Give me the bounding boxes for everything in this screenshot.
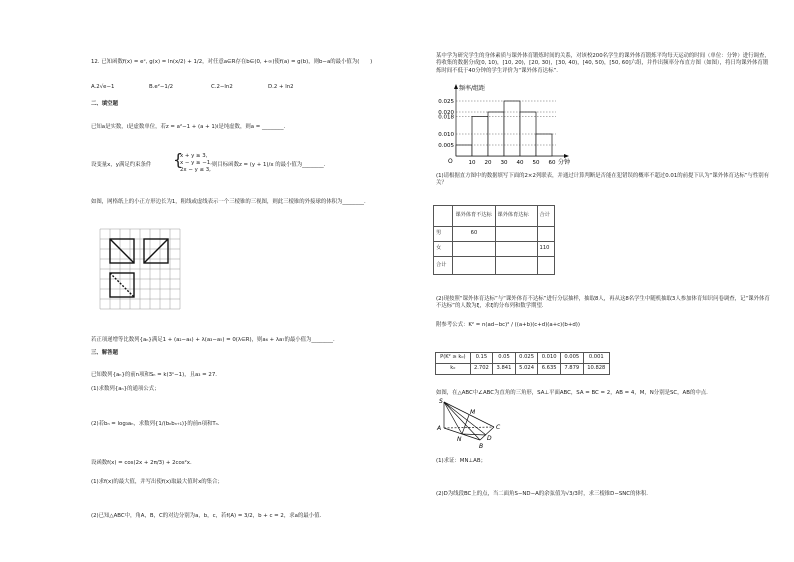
table-cell: 合计: [537, 206, 554, 227]
y-tick-label: 0.010: [438, 132, 454, 138]
reference-formula: 附参考公式：K² = n(ad−bc)² / ((a+b)(c+d)(a+c)(b+d)): [436, 322, 580, 328]
question-19-part-2: (2)现按照“课外体育达标”与“课外体育不达标”进行分层抽样，抽取8人，再从这8名学生中随机抽取3人参加体育知识问卷调查，记“课外体育不达标”的人数为ξ，求ξ的分布列和数学期望.: [436, 296, 770, 310]
question-19-part-1: (1)请根据直方图中的数据填写下面的2×2列联表，并通过计算判断是否能在犯错误的概率不超过0.01的前提下认为“课外体育达标”与性别有关？: [436, 173, 770, 187]
question-19-intro: 某中学为研究学生的身体素质与课外体育锻炼时间的关系，对该校200名学生的课外体育锻炼平均每天运动的时间（单位：分钟）进行调查，将收集的数据分成[0, 10)，[10, 20)，[20, 30)，[30, 40)，[40, 50)，[50, 60]六组，并作出频率分布直方图（如图），将日均课外体育锻炼时间不低于40分钟的学生评价为“课外体育达标”.: [436, 53, 770, 74]
table-row: [434, 257, 555, 275]
q12-option-a: A.2√e−1: [91, 84, 115, 90]
q14-constraint-3: 2x − y ≤ 3,: [180, 167, 211, 173]
table-cell: 课外体育达标: [495, 206, 537, 227]
segment-MN: [462, 415, 469, 434]
table-cell: 0.010: [538, 353, 561, 364]
table-cell: 课外体育不达标: [453, 206, 495, 227]
question-20-intro: 如图，在△ABC中∠ABC为直角的三角形，SA⊥平面ABC，SA = BC = 2，AB = 4，M，N分别是SC，AB的中点.: [436, 390, 708, 396]
table-cell: [537, 257, 554, 275]
vertex-label-C: C: [496, 424, 501, 431]
table-cell: 7.879: [560, 364, 583, 375]
question-13: 已知a是实数，i是虚数单位，若z = a²−1 + (a + 1)i是纯虚数，则a = ________.: [91, 124, 286, 130]
question-14-prefix: 设变量x，y满足约束条件: [91, 162, 152, 168]
q12-option-b: B.e²−1/2: [149, 84, 174, 90]
histogram-bar: [504, 101, 520, 156]
x-tick-label: 40: [516, 160, 524, 166]
table-cell: 0.005: [560, 353, 583, 364]
top-view: [110, 273, 134, 297]
table-cell: [537, 227, 554, 242]
question-12: 12. 已知函数f(x) = eˣ, g(x) = ln(x/2) + 1/2，对任意a∈R存在b∈(0, +∞)使f(a) = g(b)，则b−a的最小值为( ): [91, 59, 373, 65]
vertex-label-B: B: [479, 443, 484, 450]
table-cell: [495, 242, 537, 257]
edge-AC: [444, 427, 494, 428]
q14-constraint-1: x + y ≥ 3,: [180, 153, 208, 159]
table-cell: 女: [434, 242, 453, 257]
table-cell: 合计: [434, 257, 453, 275]
table-cell: 10.828: [583, 364, 609, 375]
x-tick-label: 60: [548, 160, 556, 166]
question-16: 若正项递增等比数列{aₙ}满足1 + (a₂−a₄) + λ(a₃−a₅) = 0(λ∈R)，则a₆ + λa₇的最小值为________.: [91, 337, 335, 343]
vertex-label-A: A: [437, 425, 442, 432]
section-2-heading: 二、填空题: [91, 101, 118, 107]
question-20-part-1: (1)求证：MN⊥AB；: [436, 458, 486, 464]
table-cell: 2.702: [470, 364, 493, 375]
table-cell: [453, 242, 495, 257]
critical-value-table: [435, 352, 610, 375]
table-row: [436, 353, 610, 364]
question-18-part-1: (1)求f(x)的最大值，并写出使f(x)取最大值时x的集合；: [91, 479, 223, 485]
table-cell: 0.05: [493, 353, 516, 364]
q12-option-c: C.2−ln2: [211, 84, 233, 90]
table-cell: 6.635: [538, 364, 561, 375]
vertex-label-N: N: [457, 436, 462, 443]
q12-option-d: D.2 + ln2: [268, 84, 294, 90]
question-14-suffix: 则目标函数z = (y + 1)/x 的最小值为________.: [212, 162, 326, 168]
table-row: [434, 206, 555, 227]
table-cell: 110: [537, 242, 554, 257]
x-tick-label: 20: [484, 160, 492, 166]
y-tick-label: 0.005: [438, 143, 454, 149]
histogram-bar: [472, 116, 488, 156]
table-cell: 0.001: [583, 353, 609, 364]
y-tick-label: 0.025: [438, 99, 454, 105]
question-17-part-1: (1)求数列{aₙ}的通项公式；: [91, 386, 160, 392]
three-view-grid-figure: [96, 225, 184, 313]
y-axis-label: 频率/组距: [459, 85, 486, 92]
section-3-heading: 三、解答题: [91, 350, 118, 356]
question-17-part-2: (2)若bₙ = log₃aₙ，求数列{1/(bₙbₙ₊₁)}的前n项和Tₙ.: [91, 421, 220, 427]
table-cell: 60: [453, 227, 495, 242]
question-18-part-2: (2)已知△ABC中，角A，B，C的对边分别为a，b，c，若f(A) = 3/2，b + c = 2，求a的最小值.: [91, 513, 322, 519]
table-cell: [434, 206, 453, 227]
vertex-label-D: D: [487, 435, 492, 442]
histogram-bar: [456, 145, 472, 156]
frequency-histogram: [428, 82, 588, 170]
pyramid-figure: [436, 398, 508, 450]
vertex-label-S: S: [439, 398, 443, 405]
x-axis-label: 分钟: [558, 159, 571, 166]
x-tick-label: 10: [468, 160, 476, 166]
contingency-table: [433, 205, 555, 275]
table-row: [434, 242, 555, 257]
x-tick-label: 30: [500, 160, 508, 166]
table-cell: [495, 257, 537, 275]
q14-constraint-2: x − y ≥ −1,: [180, 160, 212, 166]
edge-SC: [444, 402, 494, 427]
q14-brace: {: [173, 150, 184, 169]
question-17-intro: 已知数列{aₙ}的前n项和Sₙ = k(3ⁿ−1)，且a₃ = 27.: [91, 372, 217, 378]
y-axis-arrow: [454, 84, 458, 89]
question-15: 如图，网格纸上的小正方形边长为1，粗线或虚线表示一个三棱锥的三视图，则此三棱锥的外接球的体积为________.: [91, 199, 366, 205]
front-view: [110, 239, 134, 263]
origin-label: O: [448, 158, 453, 165]
table-cell: [453, 257, 495, 275]
table-cell: P(K² ≥ k₀): [436, 353, 471, 364]
table-cell: 0.025: [515, 353, 538, 364]
table-row: [436, 364, 610, 375]
table-cell: 男: [434, 227, 453, 242]
y-tick-label: 0.018: [438, 114, 454, 121]
question-20-part-2: (2)D为线段BC上的点，当二面角S−ND−A的余弦值为√3/3时，求三棱锥D−SNC的体积.: [436, 491, 648, 497]
vertex-label-M: M: [470, 409, 476, 416]
y-tick-label: 0.020: [438, 110, 454, 116]
table-cell: 3.841: [493, 364, 516, 375]
table-row: [434, 227, 555, 242]
question-18-intro: 设函数f(x) = cos(2x + 2π/3) + 2cos²x.: [91, 460, 192, 466]
table-cell: [495, 227, 537, 242]
side-view: [144, 239, 168, 263]
table-cell: 5.024: [515, 364, 538, 375]
x-axis-arrow: [564, 154, 569, 158]
x-tick-label: 50: [532, 160, 540, 166]
table-cell: 0.15: [470, 353, 493, 364]
table-cell: k₀: [436, 364, 471, 375]
